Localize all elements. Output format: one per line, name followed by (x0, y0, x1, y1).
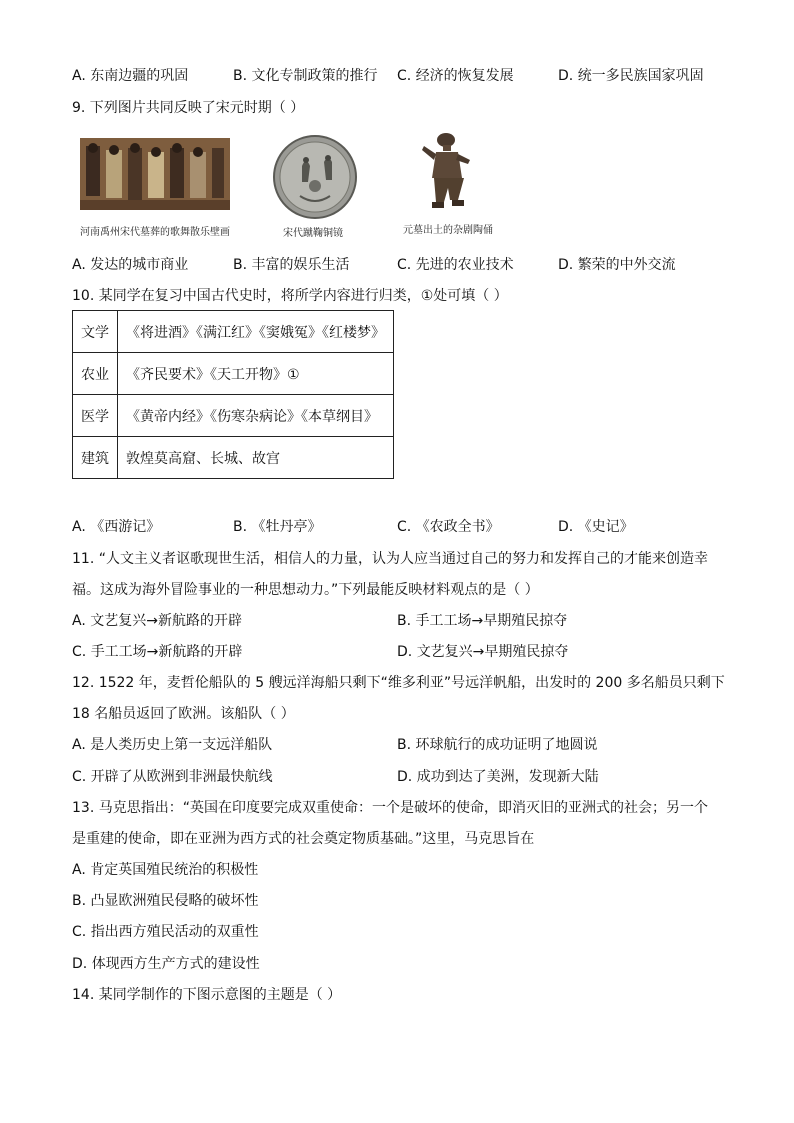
table-items: 《将进酒》《满江红》《窦娥冤》《红楼梦》 (118, 311, 394, 353)
table-category: 医学 (73, 395, 118, 437)
table-row (73, 395, 394, 437)
q13-stem-line2: 是重建的使命，即在亚洲为西方式的社会奠定物质基础。”这里，马克思旨在 (72, 831, 535, 847)
q13-option-c (72, 922, 259, 942)
q13-option-d (72, 954, 260, 974)
option-letter: B. (233, 257, 248, 273)
q9-stem: 9. 下列图片共同反映了宋元时期（ ） (72, 100, 305, 116)
option-letter: D. (397, 644, 413, 660)
q8-option-b (233, 66, 378, 86)
q13-option-b (72, 891, 259, 911)
option-letter: C. (72, 644, 87, 660)
figurine-caption: 元墓出土的杂剧陶俑 (403, 225, 493, 236)
q10-option-b (233, 517, 322, 537)
option-letter: D. (397, 769, 413, 785)
table-row (73, 353, 394, 395)
table-row (73, 311, 394, 353)
mirror-caption: 宋代蹴鞠铜镜 (283, 228, 343, 239)
q11-stem-line1: 11. “人文主义者讴歌现世生活，相信人的力量，认为人应当通过自己的努力和发挥自己的才能来创造幸 (72, 551, 708, 567)
option-text: 文艺复兴→新航路的开辟 (90, 613, 242, 629)
option-text: 统一多民族国家巩固 (577, 68, 704, 84)
q10-option-d (558, 517, 634, 537)
q13-option-a (72, 860, 258, 880)
classification-table (72, 310, 394, 479)
table-row (73, 437, 394, 479)
option-text: 《史记》 (577, 519, 634, 535)
option-letter: B. (72, 893, 87, 909)
option-text: 成功到达了美洲，发现新大陆 (416, 769, 599, 785)
option-letter: D. (558, 519, 574, 535)
table-category: 建筑 (73, 437, 118, 479)
option-letter: D. (558, 68, 574, 84)
table-items: 敦煌莫高窟、长城、故宫 (118, 437, 394, 479)
q8-option-d (558, 66, 704, 86)
mural-image (80, 138, 230, 210)
option-text: 《牡丹亭》 (251, 519, 322, 535)
bronze-mirror-image (272, 134, 358, 220)
q10-stem: 10. 某同学在复习中国古代史时，将所学内容进行归类，①处可填（ ） (72, 288, 508, 304)
q12-option-b (397, 735, 598, 755)
option-letter: C. (72, 769, 87, 785)
option-text: 是人类历史上第一支远洋船队 (90, 737, 273, 753)
option-letter: B. (233, 519, 248, 535)
option-letter: C. (397, 68, 412, 84)
q9-option-b (233, 255, 350, 275)
option-text: 东南边疆的巩固 (90, 68, 189, 84)
q9-option-a (72, 255, 188, 275)
option-letter: B. (397, 613, 412, 629)
q10-option-a (72, 517, 160, 537)
option-letter: A. (72, 862, 86, 878)
option-letter: A. (72, 737, 86, 753)
option-text: 《农政全书》 (415, 519, 500, 535)
option-letter: C. (397, 257, 412, 273)
q11-stem-line2: 福。这成为海外冒险事业的一种思想动力。”下列最能反映材料观点的是（ ） (72, 582, 539, 598)
option-text: 手工工场→早期殖民掠夺 (415, 613, 568, 629)
option-letter: A. (72, 68, 86, 84)
option-letter: D. (72, 956, 88, 972)
q12-stem-line1: 12. 1522 年，麦哲伦船队的 5 艘远洋海船只剩下“维多利亚”号远洋帆船，出发时的 200 多名船员只剩下 (72, 675, 725, 691)
option-text: 丰富的娱乐生活 (251, 257, 350, 273)
table-items: 《黄帝内经》《伤寒杂病论》《本草纲目》 (118, 395, 394, 437)
q8-option-a (72, 66, 188, 86)
option-text: 繁荣的中外交流 (577, 257, 676, 273)
option-text: 肯定英国殖民统治的积极性 (90, 862, 259, 878)
option-text: 环球航行的成功证明了地圆说 (415, 737, 598, 753)
option-letter: A. (72, 613, 86, 629)
option-letter: B. (233, 68, 248, 84)
option-text: 凸显欧洲殖民侵略的破坏性 (90, 893, 259, 909)
table-category: 农业 (73, 353, 118, 395)
q11-option-c (72, 642, 242, 662)
q9-option-c (397, 255, 514, 275)
option-text: 先进的农业技术 (415, 257, 514, 273)
option-text: 手工工场→新航路的开辟 (90, 644, 243, 660)
option-letter: C. (397, 519, 412, 535)
table-items: 《齐民要术》《天工开物》① (118, 353, 394, 395)
q13-stem-line1: 13. 马克思指出：“英国在印度要完成双重使命：一个是破坏的使命，即消灭旧的亚洲式的社会；另一个 (72, 800, 708, 816)
mural-caption: 河南禹州宋代墓葬的歌舞散乐壁画 (80, 227, 230, 238)
option-text: 经济的恢复发展 (415, 68, 514, 84)
option-text: 《西游记》 (90, 519, 161, 535)
option-letter: D. (558, 257, 574, 273)
figurine-image (418, 130, 478, 214)
option-text: 文化专制政策的推行 (251, 68, 378, 84)
q11-option-a (72, 611, 242, 631)
option-letter: B. (397, 737, 412, 753)
q12-option-c (72, 767, 273, 787)
option-letter: A. (72, 519, 86, 535)
option-text: 开辟了从欧洲到非洲最快航线 (90, 769, 273, 785)
q14-stem: 14. 某同学制作的下图示意图的主题是（ ） (72, 987, 342, 1003)
q12-option-a (72, 735, 272, 755)
option-text: 发达的城市商业 (90, 257, 189, 273)
option-text: 指出西方殖民活动的双重性 (90, 924, 259, 940)
q12-stem-line2: 18 名船员返回了欧洲。该船队（ ） (72, 706, 295, 722)
q8-option-c (397, 66, 514, 86)
option-text: 文艺复兴→早期殖民掠夺 (416, 644, 569, 660)
q11-option-b (397, 611, 567, 631)
q10-option-c (397, 517, 500, 537)
option-letter: C. (72, 924, 87, 940)
table-category: 文学 (73, 311, 118, 353)
q11-option-d (397, 642, 568, 662)
q9-option-d (558, 255, 676, 275)
option-letter: A. (72, 257, 86, 273)
q12-option-d (397, 767, 599, 787)
option-text: 体现西方生产方式的建设性 (91, 956, 260, 972)
